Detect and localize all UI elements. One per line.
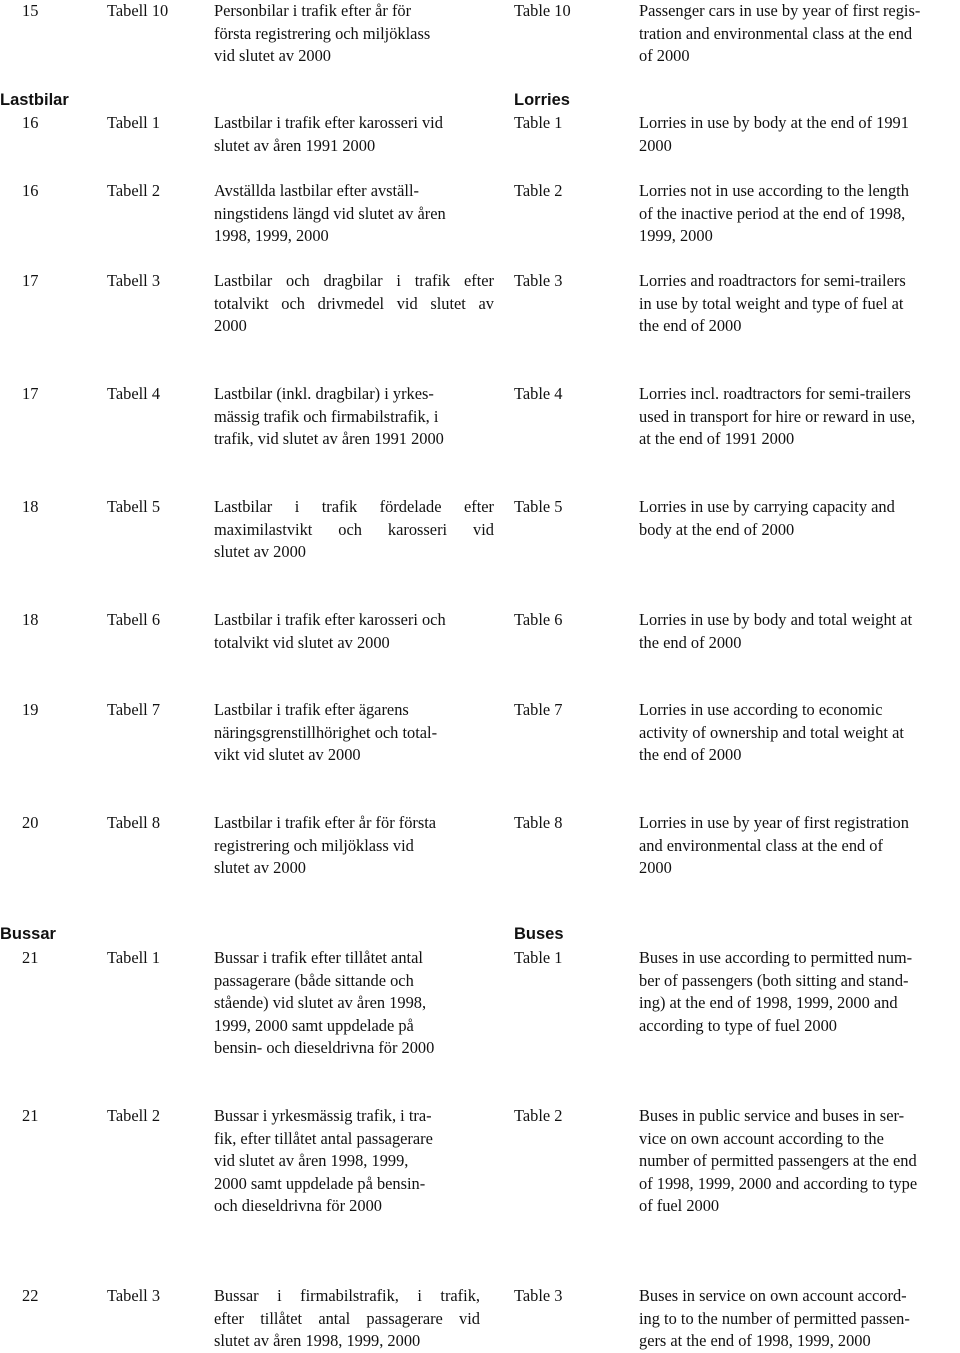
english-title-line: according to type of fuel 2000	[639, 1015, 837, 1035]
swedish-title-line: totalvikt och drivmedel vid slutet av	[214, 293, 494, 313]
page-number: 21	[22, 948, 39, 967]
swedish-title-line: Bussar i yrkesmässig trafik, i tra-	[214, 1106, 432, 1125]
swedish-title-line: stående) vid slutet av åren 1998,	[214, 993, 427, 1013]
table-label: Table 6	[514, 610, 563, 629]
english-title-line: body at the end of 2000	[639, 519, 795, 539]
table-label: Table 3	[514, 1286, 563, 1305]
swedish-title-line: Lastbilar i trafik efter ägarens	[214, 700, 409, 719]
table-label: Table 7	[514, 700, 563, 719]
swedish-title-line: Lastbilar i trafik efter karosseri vid	[214, 113, 443, 132]
page-number: 16	[22, 181, 39, 200]
tabell-label: Tabell 3	[107, 271, 161, 290]
swedish-title-line: Bussar i trafik efter tillåtet antal	[214, 948, 423, 967]
swedish-title-line: Lastbilar och dragbilar i trafik efter	[214, 271, 494, 290]
swedish-title-line: slutet av 2000	[214, 542, 306, 562]
page-number: 18	[22, 610, 39, 629]
english-title-line: Buses in public service and buses in ser-	[639, 1106, 905, 1125]
english-title-line: the end of 2000	[639, 745, 742, 765]
english-title-line: Lorries and roadtractors for semi-trailers	[639, 271, 906, 290]
page-number: 20	[22, 813, 39, 832]
page-number: 17	[22, 271, 39, 290]
english-title-line: 1999, 2000	[639, 226, 713, 246]
swedish-title-line: registrering och miljöklass vid	[214, 835, 414, 855]
page-number: 22	[22, 1286, 39, 1305]
swedish-title-line: näringsgrenstillhörighet och total-	[214, 722, 438, 742]
section-heading-bussar: Bussar	[0, 925, 56, 943]
english-title-line: Passenger cars in use by year of first regis-	[639, 1, 921, 20]
swedish-title-line: mässig trafik och firmabilstrafik, i	[214, 406, 439, 426]
tabell-label: Tabell 3	[107, 1286, 161, 1305]
page-number: 21	[22, 1106, 39, 1125]
english-title-line: activity of ownership and total weight at	[639, 722, 904, 742]
english-title-line: at the end of 1991 2000	[639, 429, 795, 449]
swedish-title-line: bensin- och dieseldrivna för 2000	[214, 1038, 435, 1058]
english-title-line: tration and environmental class at the end	[639, 23, 913, 43]
swedish-title-line: maximilastvikt och karosseri vid	[214, 519, 494, 539]
swedish-title-line: slutet av åren 1991 2000	[214, 135, 376, 155]
swedish-title-line: Lastbilar i trafik efter karosseri och	[214, 610, 446, 629]
english-title-line: Buses in service on own account accord-	[639, 1286, 907, 1305]
section-heading-buses: Buses	[514, 925, 564, 943]
english-title-line: of the inactive period at the end of 1998,	[639, 203, 906, 223]
swedish-title-line: vid slutet av 2000	[214, 46, 331, 66]
swedish-title-line: ningstidens längd vid slutet av åren	[214, 203, 446, 223]
table-label: Table 1	[514, 948, 563, 967]
english-title-line: 2000	[639, 858, 672, 878]
english-title-line: Lorries in use by carrying capacity and	[639, 497, 895, 516]
swedish-title-line: 1999, 2000 samt uppdelade på	[214, 1015, 414, 1035]
english-title-line: Lorries incl. roadtractors for semi-trailers	[639, 384, 911, 403]
english-title-line: of fuel 2000	[639, 1196, 720, 1216]
english-title-line: Lorries in use by year of first registration	[639, 813, 909, 832]
page-number: 16	[22, 113, 39, 132]
table-label: Table 2	[514, 181, 563, 200]
section-heading-lastbilar: Lastbilar	[0, 91, 69, 109]
english-title-line: and environmental class at the end of	[639, 835, 883, 855]
swedish-title-line: Personbilar i trafik efter år för	[214, 1, 412, 20]
swedish-title-line: trafik, vid slutet av åren 1991 2000	[214, 429, 444, 449]
english-title-line: number of permitted passengers at the end	[639, 1151, 917, 1171]
swedish-title-line: 2000	[214, 316, 247, 336]
page-number: 18	[22, 497, 39, 516]
table-label: Table 5	[514, 497, 563, 516]
english-title-line: used in transport for hire or reward in use,	[639, 406, 916, 426]
english-title-line: 2000	[639, 135, 672, 155]
section-heading-lorries: Lorries	[514, 91, 570, 109]
tabell-label: Tabell 6	[107, 610, 161, 629]
tabell-label: Tabell 5	[107, 497, 161, 516]
table-label: Table 3	[514, 271, 563, 290]
english-title-line: ing to to the number of permitted passen-	[639, 1308, 910, 1328]
tabell-label: Tabell 8	[107, 813, 161, 832]
english-title-line: gers at the end of 1998, 1999, 2000	[639, 1331, 871, 1351]
english-title-line: of 1998, 1999, 2000 and according to type	[639, 1173, 918, 1193]
english-title-line: of 2000	[639, 46, 690, 66]
page-number: 15	[22, 1, 39, 20]
swedish-title-line: första registrering och miljöklass	[214, 23, 431, 43]
swedish-title-line: totalvikt vid slutet av 2000	[214, 632, 390, 652]
english-title-line: in use by total weight and type of fuel at	[639, 293, 904, 313]
english-title-line: Buses in use according to permitted num-	[639, 948, 913, 967]
tabell-label: Tabell 2	[107, 1106, 161, 1125]
table-label: Table 2	[514, 1106, 563, 1125]
english-title-line: ing) at the end of 1998, 1999, 2000 and	[639, 993, 898, 1013]
english-title-line: Lorries in use by body and total weight at	[639, 610, 913, 629]
english-title-line: the end of 2000	[639, 632, 742, 652]
page-number: 19	[22, 700, 39, 719]
swedish-title-line: fik, efter tillåtet antal passagerare	[214, 1128, 433, 1148]
table-label: Table 10	[514, 1, 571, 20]
table-label: Table 1	[514, 113, 563, 132]
swedish-title-line: 1998, 1999, 2000	[214, 226, 329, 246]
tabell-label: Tabell 1	[107, 948, 161, 967]
tabell-label: Tabell 10	[107, 1, 169, 20]
swedish-title-line: efter tillåtet antal passagerare vid	[214, 1308, 480, 1328]
swedish-title-line: Bussar i firmabilstrafik, i trafik,	[214, 1286, 480, 1305]
swedish-title-line: Lastbilar (inkl. dragbilar) i yrkes-	[214, 384, 434, 403]
english-title-line: vice on own account according to the	[639, 1128, 884, 1148]
english-title-line: Lorries in use by body at the end of 1991	[639, 113, 909, 132]
page-number: 17	[22, 384, 39, 403]
swedish-title-line: 2000 samt uppdelade på bensin-	[214, 1173, 426, 1193]
swedish-title-line: slutet av 2000	[214, 858, 306, 878]
english-title-line: ber of passengers (both sitting and stand-	[639, 970, 909, 990]
english-title-line: Lorries not in use according to the length	[639, 181, 909, 200]
swedish-title-line: passagerare (både sittande och	[214, 970, 414, 990]
swedish-title-line: Avställda lastbilar efter avställ-	[214, 181, 419, 200]
swedish-title-line: Lastbilar i trafik fördelade efter	[214, 497, 494, 516]
swedish-title-line: Lastbilar i trafik efter år för första	[214, 813, 437, 832]
english-title-line: the end of 2000	[639, 316, 742, 336]
swedish-title-line: slutet av åren 1998, 1999, 2000	[214, 1331, 421, 1351]
swedish-title-line: vikt vid slutet av 2000	[214, 745, 361, 765]
tabell-label: Tabell 7	[107, 700, 161, 719]
table-label: Table 8	[514, 813, 563, 832]
tabell-label: Tabell 4	[107, 384, 161, 403]
table-label: Table 4	[514, 384, 563, 403]
swedish-title-line: vid slutet av åren 1998, 1999,	[214, 1151, 409, 1171]
tabell-label: Tabell 1	[107, 113, 161, 132]
english-title-line: Lorries in use according to economic	[639, 700, 883, 719]
tabell-label: Tabell 2	[107, 181, 161, 200]
swedish-title-line: och dieseldrivna för 2000	[214, 1196, 382, 1216]
